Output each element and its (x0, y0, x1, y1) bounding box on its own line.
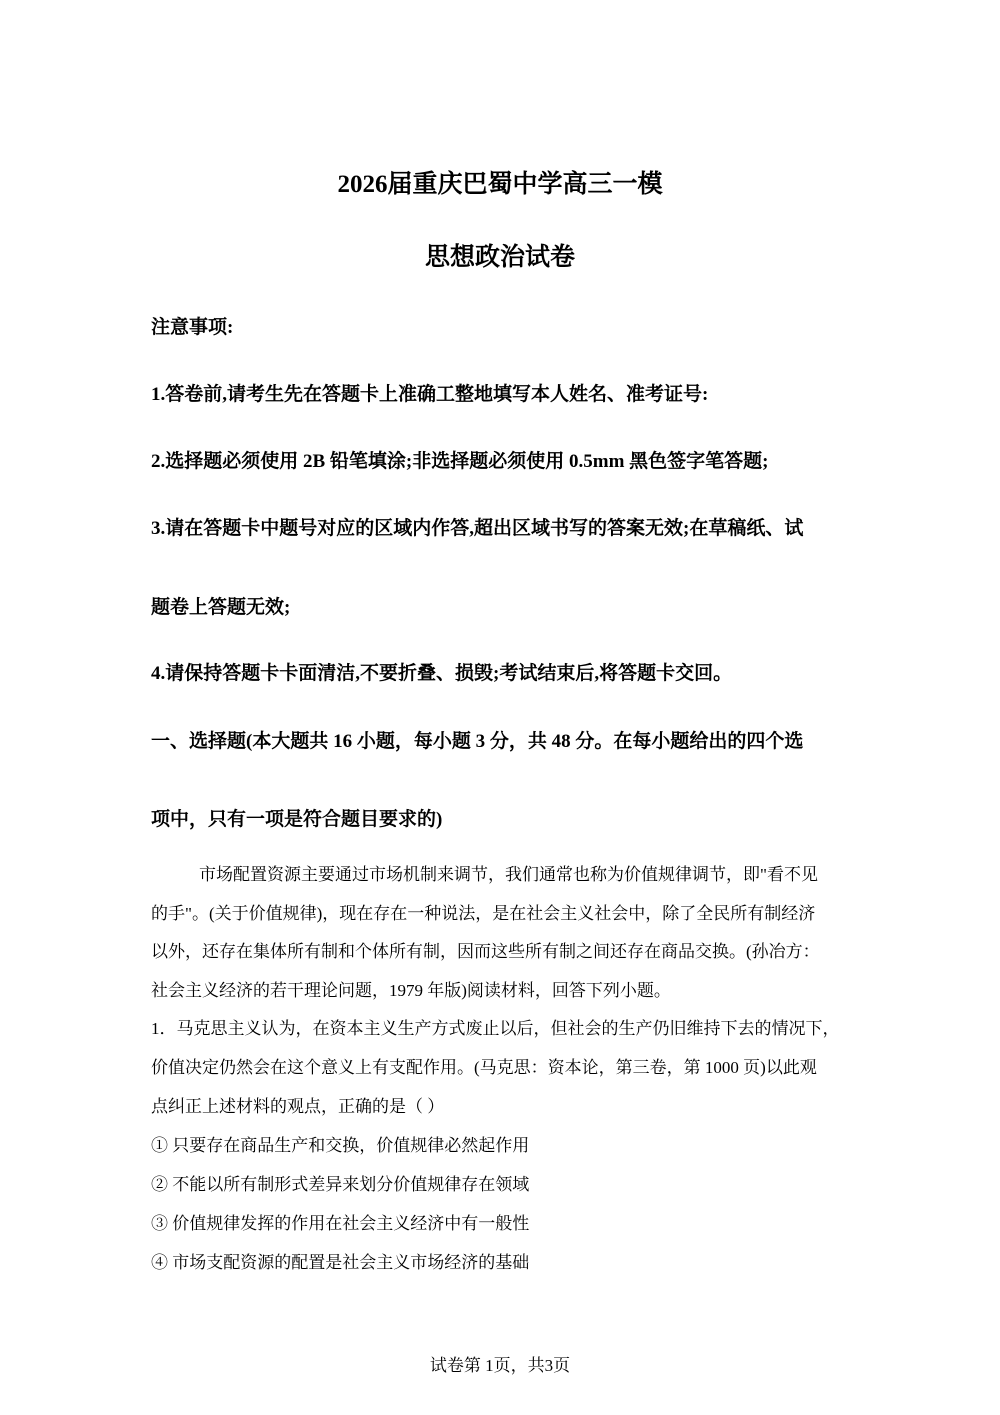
notice-item-3-line-1: 3.请在答题卡中题号对应的区域内作答,超出区域书写的答案无效;在草稿纸、试 (151, 518, 804, 539)
notice-heading: 注意事项: (151, 317, 234, 338)
notice-item-4: 4.请保持答题卡卡面清洁,不要折叠、损毁;考试结束后,将答题卡交回。 (151, 663, 733, 684)
question-1-option-1: ① 只要存在商品生产和交换，价值规律必然起作用 (151, 1136, 530, 1155)
material-line-3: 以外，还存在集体所有制和个体所有制，因而这些所有制之间还存在商品交换。(孙冶方： (151, 942, 820, 961)
material-line-2: 的手"。(关于价值规律)，现在存在一种说法，是在社会主义社会中，除了全民所有制经济 (151, 904, 816, 923)
material-line-4: 社会主义经济的若干理论问题，1979 年版)阅读材料，回答下列小题。 (151, 981, 671, 1000)
section-heading-line-2: 项中，只有一项是符合题目要求的) (151, 809, 443, 830)
notice-item-1: 1.答卷前,请考生先在答题卡上准确工整地填写本人姓名、准考证号: (151, 384, 709, 405)
question-1-option-3: ③ 价值规律发挥的作用在社会主义经济中有一般性 (151, 1214, 530, 1233)
page-footer: 试卷第 1页，共3页 (429, 1356, 571, 1375)
section-heading-line-1: 一、选择题(本大题共 16 小题，每小题 3 分，共 48 分。在每小题给出的四个选 (151, 731, 804, 752)
exam-subtitle: 思想政治试卷 (424, 244, 575, 271)
question-1-line-2: 价值决定仍然会在这个意义上有支配作用。(马克思：资本论，第三卷，第 1000 页)以此观 (151, 1058, 817, 1077)
question-1-line-1: 1．马克思主义认为，在资本主义生产方式废止以后，但社会的生产仍旧维持下去的情况下， (151, 1019, 840, 1038)
question-1-option-2: ② 不能以所有制形式差异来划分价值规律存在领域 (151, 1175, 530, 1194)
notice-item-3-line-2: 题卷上答题无效; (151, 597, 291, 618)
material-line-1: 市场配置资源主要通过市场机制来调节，我们通常也称为价值规律调节，即"看不见 (199, 865, 818, 884)
exam-title: 2026届重庆巴蜀中学高三一模 (337, 171, 663, 198)
question-1-line-3: 点纠正上述材料的观点，正确的是（ ） (151, 1097, 445, 1116)
notice-item-2: 2.选择题必须使用 2B 铅笔填涂;非选择题必须使用 0.5mm 黑色签字笔答题; (151, 451, 769, 472)
question-1-option-4: ④ 市场支配资源的配置是社会主义市场经济的基础 (151, 1253, 530, 1272)
